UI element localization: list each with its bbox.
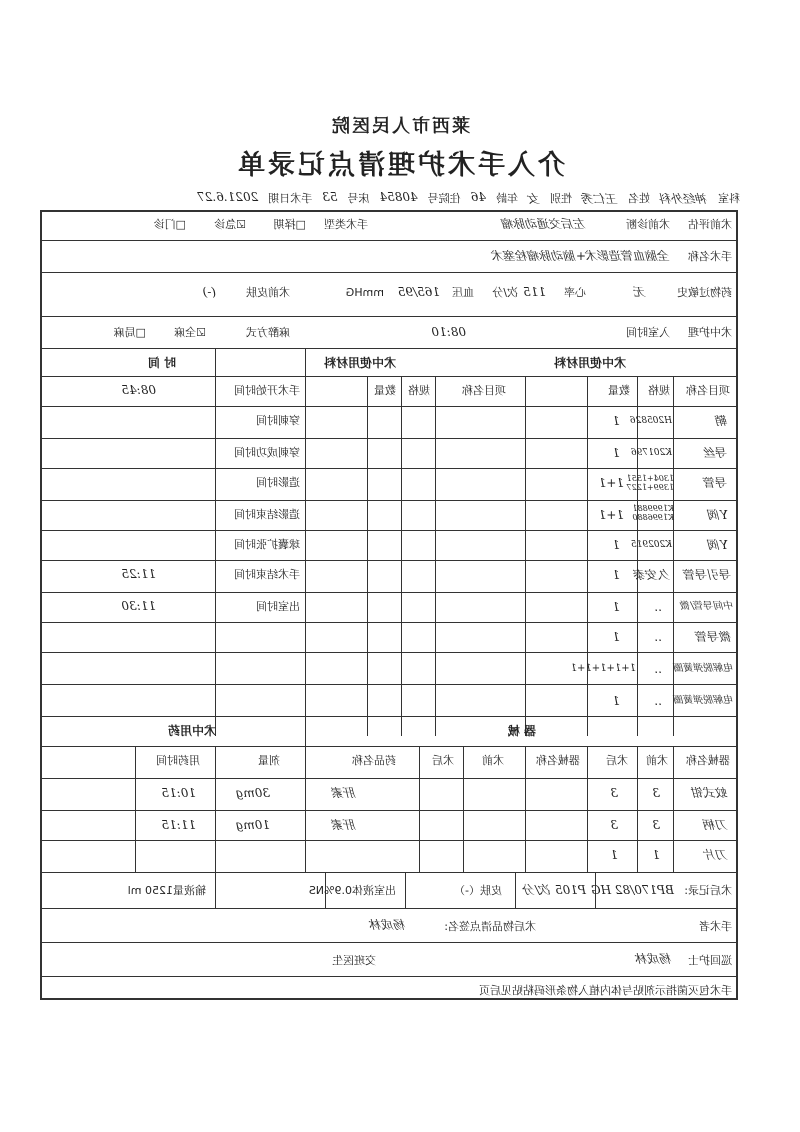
row-divider bbox=[42, 406, 736, 407]
instr-col-post-2: 术后 bbox=[432, 754, 454, 767]
col-divider bbox=[305, 716, 306, 872]
mat-row-name: 电解脱弹簧圈 bbox=[674, 663, 734, 674]
col-divider bbox=[435, 376, 436, 736]
mat-row-spec: 久安泰 bbox=[633, 568, 670, 582]
matb-col-spec: 规格 bbox=[408, 384, 430, 397]
col-divider bbox=[525, 376, 526, 736]
mat-row-name: 电解脱弹簧圈 bbox=[674, 695, 734, 706]
row-divider bbox=[42, 622, 736, 623]
sex-label: 性别 bbox=[549, 192, 572, 205]
row-divider bbox=[42, 500, 736, 501]
col-divider bbox=[637, 746, 638, 872]
op-type-outpatient[interactable]: □门诊 bbox=[153, 218, 186, 231]
drug-row-dose: 10mg bbox=[235, 818, 270, 832]
form-title: 介入手术护理清点记录单 bbox=[235, 150, 565, 181]
instr-col-post: 术后 bbox=[606, 754, 628, 767]
postop-pulse: P105 次/分 bbox=[523, 883, 586, 897]
instr-col-pre: 术前 bbox=[646, 754, 668, 767]
bp-value: 165/95 bbox=[397, 285, 440, 299]
mat-row-spec: 1304+1551 1399+1227 bbox=[626, 474, 674, 492]
instr-row-pre: 3 bbox=[652, 786, 660, 800]
mat-row-name: Y阀 bbox=[708, 508, 728, 522]
row-divider bbox=[42, 376, 736, 377]
op-name-label: 手术名称 bbox=[688, 250, 732, 263]
mat-col-spec: 规格 bbox=[648, 384, 670, 397]
name-value: 王仁秀 bbox=[581, 192, 618, 206]
materials-b-header: 术中使用材料 bbox=[323, 356, 396, 370]
time-label: 穿刺成功时间 bbox=[234, 446, 300, 459]
mat-row-name: 导管 bbox=[703, 476, 728, 490]
anesthesia-local[interactable]: □局麻 bbox=[113, 326, 146, 339]
instr-row-post: 3 bbox=[610, 818, 618, 832]
items-check-signature: 杨成林 bbox=[369, 918, 406, 932]
row-divider bbox=[42, 592, 736, 593]
col-divider bbox=[367, 376, 368, 736]
col-divider bbox=[673, 746, 674, 872]
matb-col-name: 项目名称 bbox=[462, 384, 506, 397]
postop-label: 术后记录: bbox=[684, 884, 732, 897]
record-table bbox=[40, 210, 738, 1000]
col-divider bbox=[405, 872, 406, 908]
mat-row-spec: .. bbox=[654, 662, 662, 676]
bed-value: 53 bbox=[322, 190, 338, 204]
date-value: 2021.6.27 bbox=[197, 190, 259, 204]
name-label: 姓名 bbox=[627, 192, 650, 205]
col-divider bbox=[305, 348, 306, 736]
instr-row-post: 1 bbox=[610, 848, 618, 862]
mat-row-qty: 1 bbox=[612, 600, 620, 614]
hospital-name: 莱西市人民医院 bbox=[330, 116, 470, 137]
entry-time-value: 08:10 bbox=[431, 325, 466, 339]
mat-row-qty: 1 bbox=[612, 630, 620, 644]
mat-row-spec: K1999881 K1996880 bbox=[632, 504, 674, 522]
col-divider bbox=[419, 746, 420, 872]
time-label: 造影结束时间 bbox=[234, 508, 300, 521]
mat-row-spec: K202915 bbox=[630, 540, 672, 550]
mat-row-name: 导引导管 bbox=[683, 568, 732, 582]
postop-volume: 输液量1250 ml bbox=[127, 884, 206, 897]
time-value: 11:25 bbox=[121, 567, 156, 581]
col-divider bbox=[587, 376, 588, 736]
instr-row-name: 蚊式钳 bbox=[691, 786, 728, 800]
row-divider bbox=[42, 872, 736, 873]
items-check-label: 术后物品清点签名: bbox=[444, 920, 536, 933]
bed-label: 床号 bbox=[347, 192, 370, 205]
col-divider bbox=[673, 376, 674, 736]
drug-row-dose: 30mg bbox=[235, 786, 270, 800]
row-divider bbox=[42, 468, 736, 469]
instr-row-post: 3 bbox=[610, 786, 618, 800]
row-divider bbox=[42, 746, 736, 747]
mat-row-qty: 1 bbox=[612, 414, 620, 428]
col-divider bbox=[215, 872, 216, 908]
sex-value: 女 bbox=[527, 192, 540, 206]
op-type-elective[interactable]: □择期 bbox=[273, 218, 306, 231]
mat-col-qty: 数量 bbox=[608, 384, 630, 397]
entry-time-label: 入室时间 bbox=[626, 326, 670, 339]
row-divider bbox=[42, 240, 736, 241]
row-divider bbox=[42, 976, 736, 977]
dept-value: 神经外科 bbox=[659, 192, 708, 206]
diagnosis-label: 术前诊断 bbox=[626, 218, 670, 231]
instruments-header: 器 械 bbox=[507, 724, 536, 738]
bp-unit: mmHG bbox=[345, 286, 384, 299]
handover-label: 交班医生 bbox=[332, 954, 376, 967]
col-divider bbox=[515, 872, 516, 908]
op-type-emergency[interactable]: ☑急诊 bbox=[214, 218, 246, 231]
circulating-label: 巡回护士 bbox=[688, 954, 732, 967]
time-label: 出室时间 bbox=[256, 600, 300, 613]
allergy-value: 无 bbox=[633, 285, 646, 299]
time-label: 造影时间 bbox=[256, 476, 300, 489]
age-label: 年龄 bbox=[495, 192, 518, 205]
mat-row-qty: 1+1 bbox=[598, 476, 624, 490]
instr-row-pre: 3 bbox=[652, 818, 660, 832]
op-name-value: 全脑血管造影术+脑动脉瘤栓塞术 bbox=[491, 249, 670, 263]
col-divider bbox=[215, 348, 216, 736]
time-label: 手术开始时间 bbox=[234, 384, 300, 397]
col-divider bbox=[587, 746, 588, 872]
mat-row-qty: 1+1 bbox=[598, 508, 624, 522]
col-divider bbox=[463, 746, 464, 872]
time-value: 11:30 bbox=[121, 599, 156, 613]
patient-info-row bbox=[28, 190, 740, 207]
drugs-header: 术中用药 bbox=[167, 724, 216, 738]
hr-label: 心率 bbox=[564, 286, 586, 299]
bp-label: 血压 bbox=[452, 286, 474, 299]
mat-row-name: 中间导管/微 bbox=[680, 601, 734, 612]
mat-row-qty: 1+1+1+1+1 bbox=[570, 663, 636, 674]
admission-value: 40854 bbox=[379, 190, 418, 204]
surgeon-label: 手术者 bbox=[699, 920, 732, 933]
row-divider bbox=[42, 716, 736, 717]
col-divider bbox=[215, 746, 216, 872]
mat-row-qty: 1 bbox=[612, 446, 620, 460]
drug-col-name: 药品名称 bbox=[352, 754, 396, 767]
postop-bp: BP170/82 HG bbox=[591, 883, 674, 897]
age-value: 46 bbox=[470, 190, 486, 204]
mat-row-spec: .. bbox=[654, 694, 662, 708]
skin-label: 术前皮肤 bbox=[246, 286, 290, 299]
row-divider bbox=[42, 778, 736, 779]
instr-col-pre-2: 术前 bbox=[482, 754, 504, 767]
row-divider bbox=[42, 272, 736, 273]
dept-label: 科室 bbox=[718, 192, 740, 205]
mat-row-spec: H205826 bbox=[629, 416, 672, 426]
row-divider bbox=[42, 652, 736, 653]
postop-skin: 皮肤（-） bbox=[454, 884, 502, 897]
mat-row-name: Y阀 bbox=[708, 538, 728, 552]
admission-label: 住院号 bbox=[427, 192, 461, 205]
mat-row-qty: 1 bbox=[612, 568, 620, 582]
mat-row-qty: 1 bbox=[612, 538, 620, 552]
row-divider bbox=[42, 348, 736, 349]
row-divider bbox=[42, 316, 736, 317]
anesthesia-general[interactable]: ☑全麻 bbox=[174, 326, 206, 339]
drug-row-name: 肝素 bbox=[331, 786, 356, 800]
col-divider bbox=[401, 376, 402, 736]
col-divider bbox=[525, 746, 526, 872]
hr-unit: 次/分 bbox=[492, 286, 518, 299]
time-label: 手术结束时间 bbox=[234, 568, 300, 581]
col-divider bbox=[637, 376, 638, 736]
row-divider bbox=[42, 560, 736, 561]
mat-row-name: 微导管 bbox=[695, 630, 732, 644]
hr-value: 115 bbox=[523, 285, 546, 299]
row-divider bbox=[42, 530, 736, 531]
row-divider bbox=[42, 908, 736, 909]
skin-value: (-) bbox=[202, 285, 216, 299]
nursing-label: 术中护理 bbox=[688, 326, 732, 339]
drug-col-time: 用药时间 bbox=[156, 754, 200, 767]
instr-row-name: 刀柄 bbox=[703, 818, 728, 832]
time-label: 穿刺时间 bbox=[256, 414, 300, 427]
instr-row-pre: 1 bbox=[652, 848, 660, 862]
instr-col-name: 器械名称 bbox=[686, 754, 730, 767]
footer-note: 手术包灭菌指示剂贴与体内植入物条形码粘贴见后页 bbox=[479, 984, 732, 997]
drug-row-time: 10:15 bbox=[161, 786, 196, 800]
anesthesia-label: 麻醉方式 bbox=[246, 326, 290, 339]
instr-row-name: 刀片 bbox=[703, 848, 728, 862]
time-header: 时 间 bbox=[147, 356, 176, 370]
mat-row-qty: 1 bbox=[612, 694, 620, 708]
mat-row-spec: .. bbox=[654, 600, 662, 614]
assessment-label: 术前评估 bbox=[688, 218, 732, 231]
drug-col-dose: 剂量 bbox=[258, 754, 280, 767]
mat-row-name: 导丝 bbox=[703, 446, 728, 460]
circulating-signature: 杨成林 bbox=[635, 952, 672, 966]
time-value: 08:45 bbox=[121, 383, 156, 397]
matb-col-qty: 数量 bbox=[374, 384, 396, 397]
drug-row-time: 11:15 bbox=[161, 818, 196, 832]
instr-col-name-2: 器械名称 bbox=[536, 754, 580, 767]
op-type-label: 手术类型 bbox=[324, 218, 368, 231]
mat-row-name: 鞘 bbox=[715, 414, 728, 428]
diagnosis-value: 左后交通动脉瘤 bbox=[501, 217, 586, 231]
time-label: 球囊扩张时间 bbox=[234, 538, 300, 551]
materials-a-header: 术中使用材料 bbox=[553, 356, 626, 370]
row-divider bbox=[42, 840, 736, 841]
row-divider bbox=[42, 684, 736, 685]
mat-col-name: 项目名称 bbox=[686, 384, 730, 397]
mat-row-spec: K201796 bbox=[630, 448, 672, 458]
row-divider bbox=[42, 810, 736, 811]
mat-row-spec: .. bbox=[654, 630, 662, 644]
drug-row-name: 肝素 bbox=[331, 818, 356, 832]
allergy-label: 药物过敏史 bbox=[677, 286, 732, 299]
date-label: 手术日期 bbox=[268, 192, 313, 205]
col-divider bbox=[135, 746, 136, 872]
row-divider bbox=[42, 942, 736, 943]
postop-fluid: 出室液体0.9%NS bbox=[308, 884, 396, 897]
row-divider bbox=[42, 438, 736, 439]
